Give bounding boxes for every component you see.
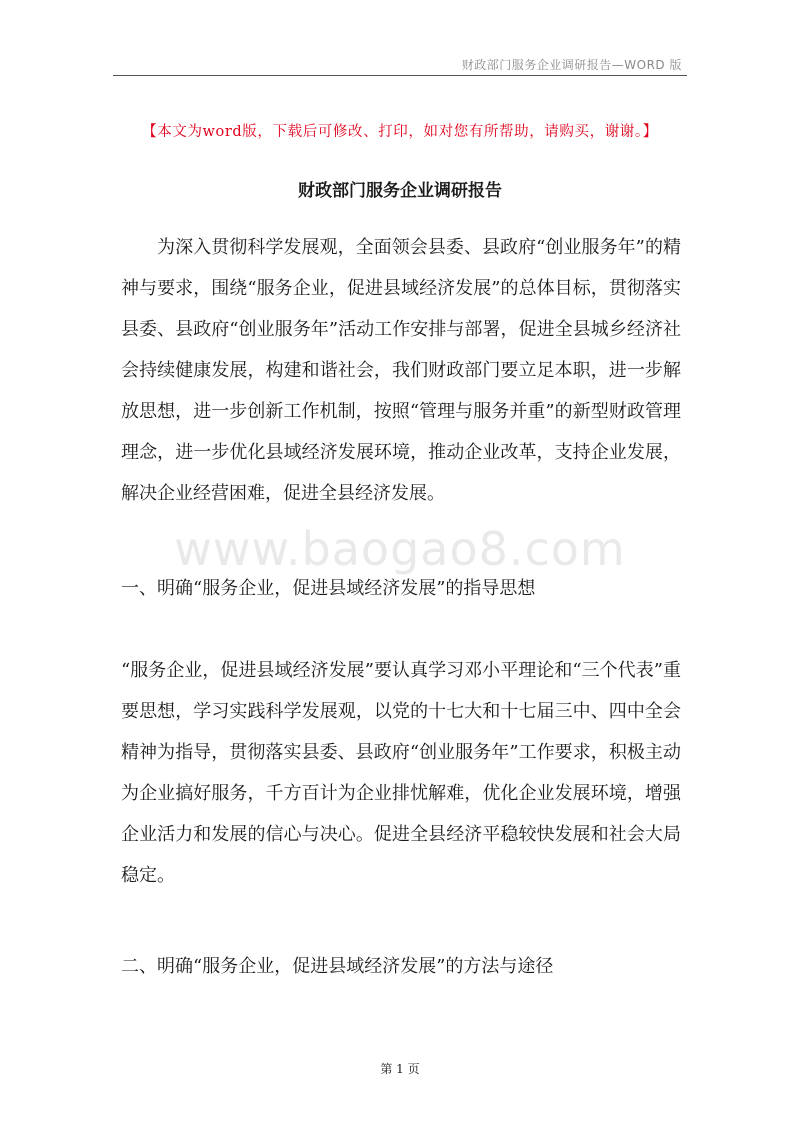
intro-paragraph [121,227,681,514]
download-notice: 【本文为word版，下载后可修改、打印，如对您有所帮助，请购买，谢谢。】 [142,124,658,140]
section-heading-2: 二、明确“服务企业，促进县域经济发展”的方法与途径 [121,956,554,977]
page-number: 第 1 页 [380,1062,420,1076]
intro-paragraph-text: 为深入贯彻科学发展观，全面领会县委、县政府“创业服务年”的精神与要求，围绕“服务企业，促进县域经济发展”的总体目标，贯彻落实县委、县政府“创业服务年”活动工作安排与部署，促进全县城乡经济社会持续健康发展，构建和谐社会，我们财政部门要立足本职，进一步解放思想，进一步创新工作机制，按照“管理与服务并重”的新型财政管理理念，进一步优化县域经济发展环境，推动企业改革，支持企业发展，解决企业经营困难，促进全县经济发展。 [121,237,681,504]
section1-paragraph: “服务企业，促进县域经济发展”要认真学习邓小平理论和“三个代表”重要思想，学习实践科学发展观，以党的十七大和十七届三中、四中全会精神为指导，贯彻落实县委、县政府“创业服务年”工作要求，积极主动为企业搞好服务，千方百计为企业排忧解难，优化企业发展环境，增强企业活力和发展的信心与决心。促进全县经济平稳较快发展和社会大局稳定。 [121,660,681,886]
section-heading-1: 一、明确“服务企业，促进县域经济发展”的指导思想 [121,578,536,599]
running-header: 财政部门服务企业调研报告—WORD 版 [461,58,682,72]
header-divider [113,75,687,76]
document-title: 财政部门服务企业调研报告 [298,181,502,201]
watermark: www.baogao8.com [174,522,626,576]
